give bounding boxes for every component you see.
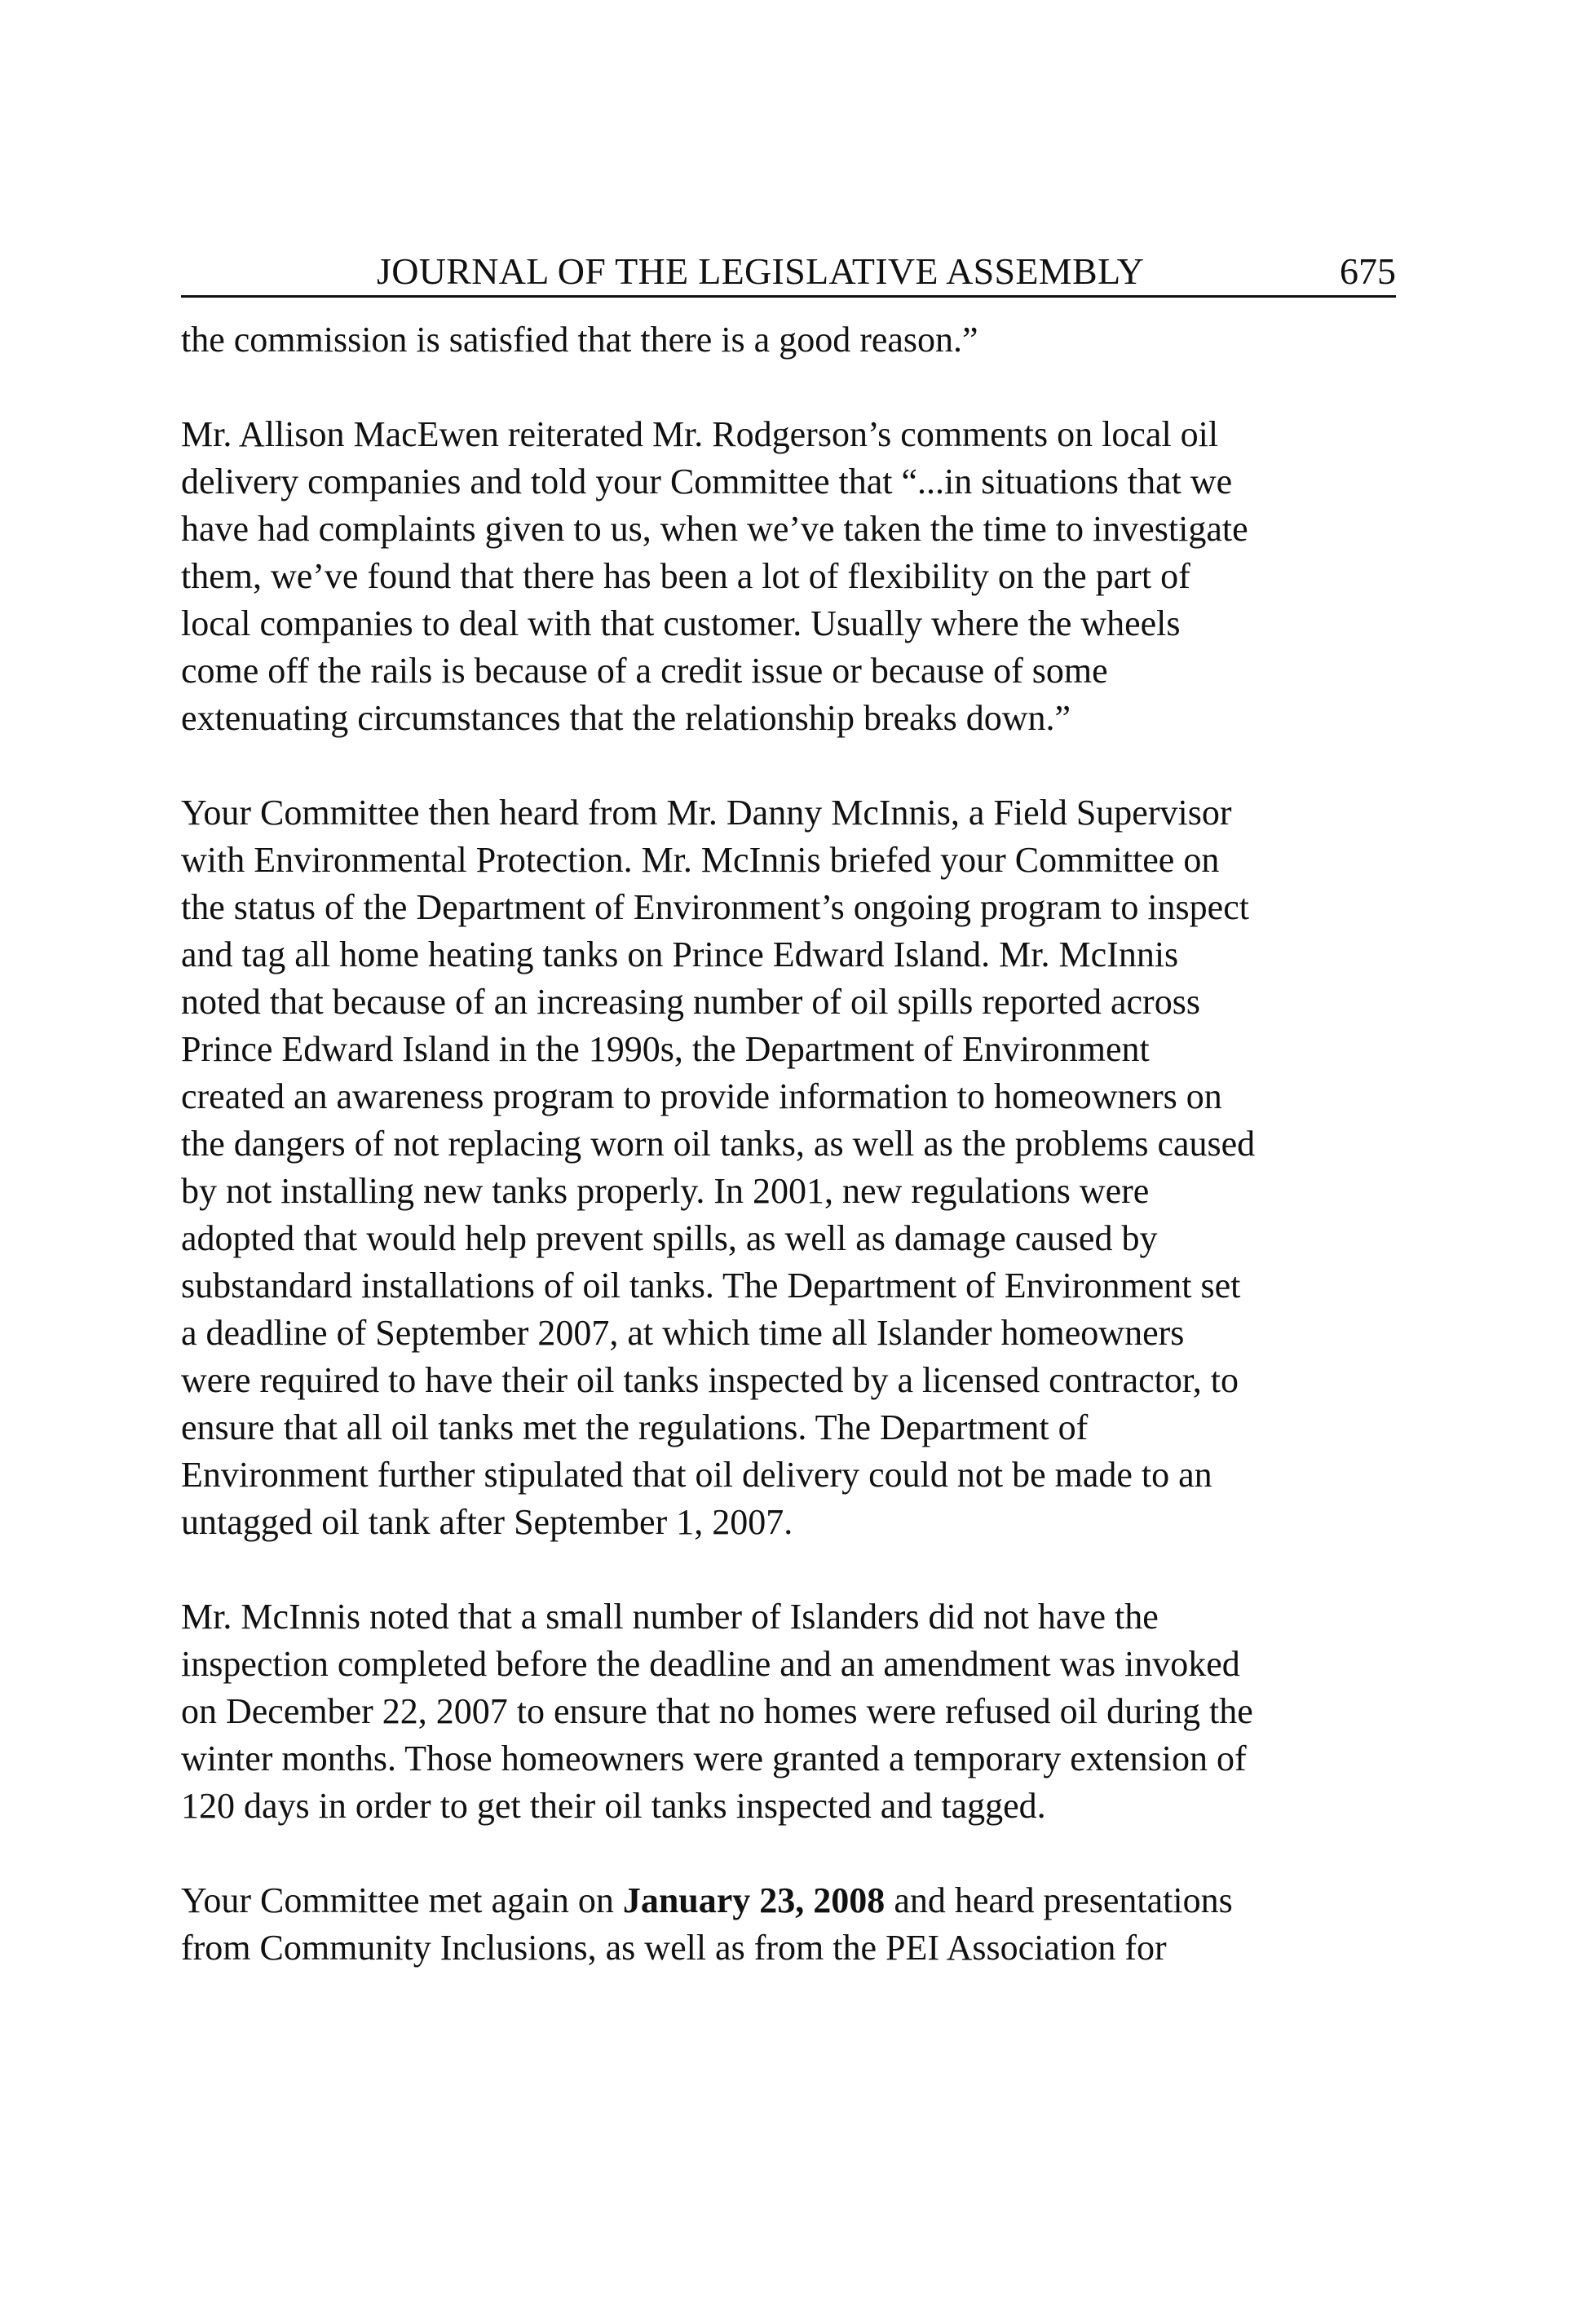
text-line: on December 22, 2007 to ensure that no homes were refused oil during the: [181, 1691, 1253, 1731]
text-line: Prince Edward Island in the 1990s, the Department of Environment: [181, 1029, 1150, 1069]
text-line: were required to have their oil tanks inspected by a licensed contractor, to: [181, 1360, 1239, 1400]
journal-title: JOURNAL OF THE LEGISLATIVE ASSEMBLY: [377, 250, 1145, 292]
text-line: local companies to deal with that customer. Usually where the wheels: [181, 603, 1181, 643]
text-line: them, we’ve found that there has been a lot of flexibility on the part of: [181, 556, 1190, 596]
text-line: winter months. Those homeowners were granted a temporary extension of: [181, 1739, 1247, 1778]
text-line: Environment further stipulated that oil delivery could not be made to an: [181, 1455, 1212, 1495]
text-line: created an awareness program to provide information to homeowners on: [181, 1076, 1222, 1116]
text-line: extenuating circumstances that the relationship breaks down.”: [181, 698, 1071, 738]
text-line: substandard installations of oil tanks. The Department of Environment set: [181, 1266, 1241, 1306]
paragraph-commission-quote: [181, 316, 1404, 364]
page-number: 675: [1340, 250, 1396, 292]
text-line: Mr. Allison MacEwen reiterated Mr. Rodgerson’s comments on local oil: [181, 414, 1219, 454]
paragraph-extension-note: [181, 1593, 1404, 1830]
text-line: Mr. McInnis noted that a small number of Islanders did not have the: [181, 1597, 1159, 1637]
text-line: ensure that all oil tanks met the regulations. The Department of: [181, 1407, 1089, 1447]
body-text: [181, 316, 1404, 2019]
text-line: have had complaints given to us, when we’ve taken the time to investigate: [181, 509, 1248, 549]
meeting-date: January 23, 2008: [622, 1880, 886, 1920]
text-run: and heard presentations: [885, 1880, 1233, 1920]
paragraph-mcinnis-briefing: [181, 789, 1404, 1546]
text-line: the commission is satisfied that there is a good reason.”: [181, 320, 978, 360]
text-line: Your Committee then heard from Mr. Danny McInnis, a Field Supervisor: [181, 793, 1232, 833]
text-line: the dangers of not replacing worn oil tanks, as well as the problems caused: [181, 1124, 1256, 1164]
text-line: 120 days in order to get their oil tanks inspected and tagged.: [181, 1786, 1046, 1826]
text-line: come off the rails is because of a credit issue or because of some: [181, 651, 1108, 691]
text-line: inspection completed before the deadline and an amendment was invoked: [181, 1644, 1240, 1684]
text-line: untagged oil tank after September 1, 2007.: [181, 1502, 793, 1542]
text-line: the status of the Department of Environment’s ongoing program to inspect: [181, 887, 1249, 927]
paragraph-macewen-testimony: [181, 411, 1404, 742]
paragraph-january-meeting: [181, 1877, 1404, 1972]
text-line: noted that because of an increasing number of oil spills reported across: [181, 982, 1200, 1022]
text-line: and tag all home heating tanks on Prince Edward Island. Mr. McInnis: [181, 934, 1179, 974]
text-line: by not installing new tanks properly. In 2001, new regulations were: [181, 1171, 1150, 1211]
text-line: delivery companies and told your Committee that “...in situations that we: [181, 462, 1233, 501]
text-line: [181, 1877, 1404, 1924]
text-line: from Community Inclusions, as well as from the PEI Association for: [181, 1928, 1167, 1968]
text-run: Your Committee met again on: [181, 1880, 623, 1920]
text-line: with Environmental Protection. Mr. McInnis briefed your Committee on: [181, 840, 1220, 880]
running-header: [181, 245, 1396, 298]
text-line: a deadline of September 2007, at which time all Islander homeowners: [181, 1313, 1185, 1353]
text-line: adopted that would help prevent spills, as well as damage caused by: [181, 1218, 1158, 1258]
